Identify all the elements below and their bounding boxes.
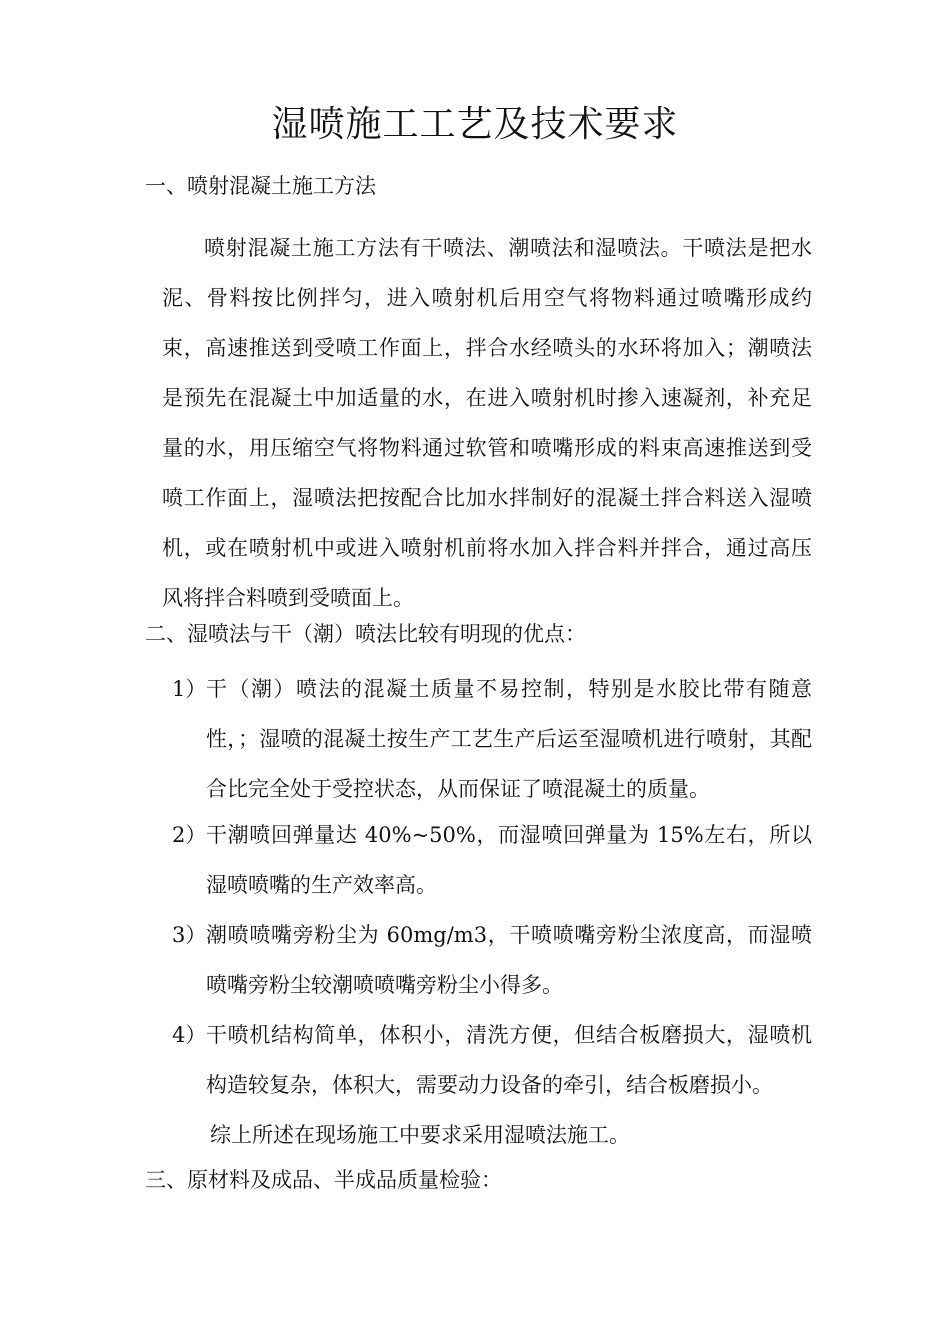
advantage-item-2 xyxy=(172,810,812,910)
advantage-item-1 xyxy=(172,664,812,814)
section-2-summary: 综上所述在现场施工中要求采用湿喷法施工。 xyxy=(210,1123,630,1147)
section-3-heading: 三、原材料及成品、半成品质量检验： xyxy=(145,1168,502,1192)
advantage-item-text: 干（潮）喷法的混凝土质量不易控制，特别是水胶比带有随意性，；湿喷的混凝土按生产工艺生产后运至湿喷机进行喷射，其配合比完全处于受控状态，从而保证了喷混凝土的质量。 xyxy=(206,677,812,801)
document-title: 湿喷施工工艺及技术要求 xyxy=(271,104,679,145)
advantage-item-text: 干潮喷回弹量达 40%~50%，而湿喷回弹量为 15%左右，所以湿喷喷嘴的生产效率高。 xyxy=(206,823,812,897)
advantage-item-text: 干喷机结构简单，体积小，清洗方便，但结合板磨损大，湿喷机构造较复杂，体积大，需要动力设备的牵引，结合板磨损小。 xyxy=(206,1023,812,1097)
section-1-heading: 一、喷射混凝土施工方法 xyxy=(145,174,376,198)
advantage-item-number: 3） xyxy=(172,923,207,947)
advantage-item-number: 4） xyxy=(172,1023,207,1047)
advantage-item-number: 2） xyxy=(172,823,207,847)
section-1-paragraph: 喷射混凝土施工方法有干喷法、潮喷法和湿喷法。干喷法是把水泥、骨料按比例拌匀，进入喷射机后用空气将物料通过喷嘴形成约束，高速推送到受喷工作面上，拌合水经喷头的水环将加入；潮喷法是预先在混凝土中加适量的水，在进入喷射机时掺入速凝剂，补充足量的水，用压缩空气将物料通过软管和喷嘴形成的料束高速推送到受喷工作面上，湿喷法把按配合比加水拌制好的混凝土拌合料送入湿喷机，或在喷射机中或进入喷射机前将水加入拌合料并拌合，通过高压风将拌合料喷到受喷面上。 xyxy=(162,236,812,610)
advantage-item-text: 潮喷喷嘴旁粉尘为 60mg/m3，干喷喷嘴旁粉尘浓度高，而湿喷喷嘴旁粉尘较潮喷喷嘴旁粉尘小得多。 xyxy=(206,923,812,997)
advantage-item-number: 1） xyxy=(172,677,207,701)
advantage-item-4 xyxy=(172,1010,812,1110)
advantage-item-3 xyxy=(172,910,812,1010)
section-2-heading: 二、湿喷法与干（潮）喷法比较有明现的优点： xyxy=(145,622,586,646)
